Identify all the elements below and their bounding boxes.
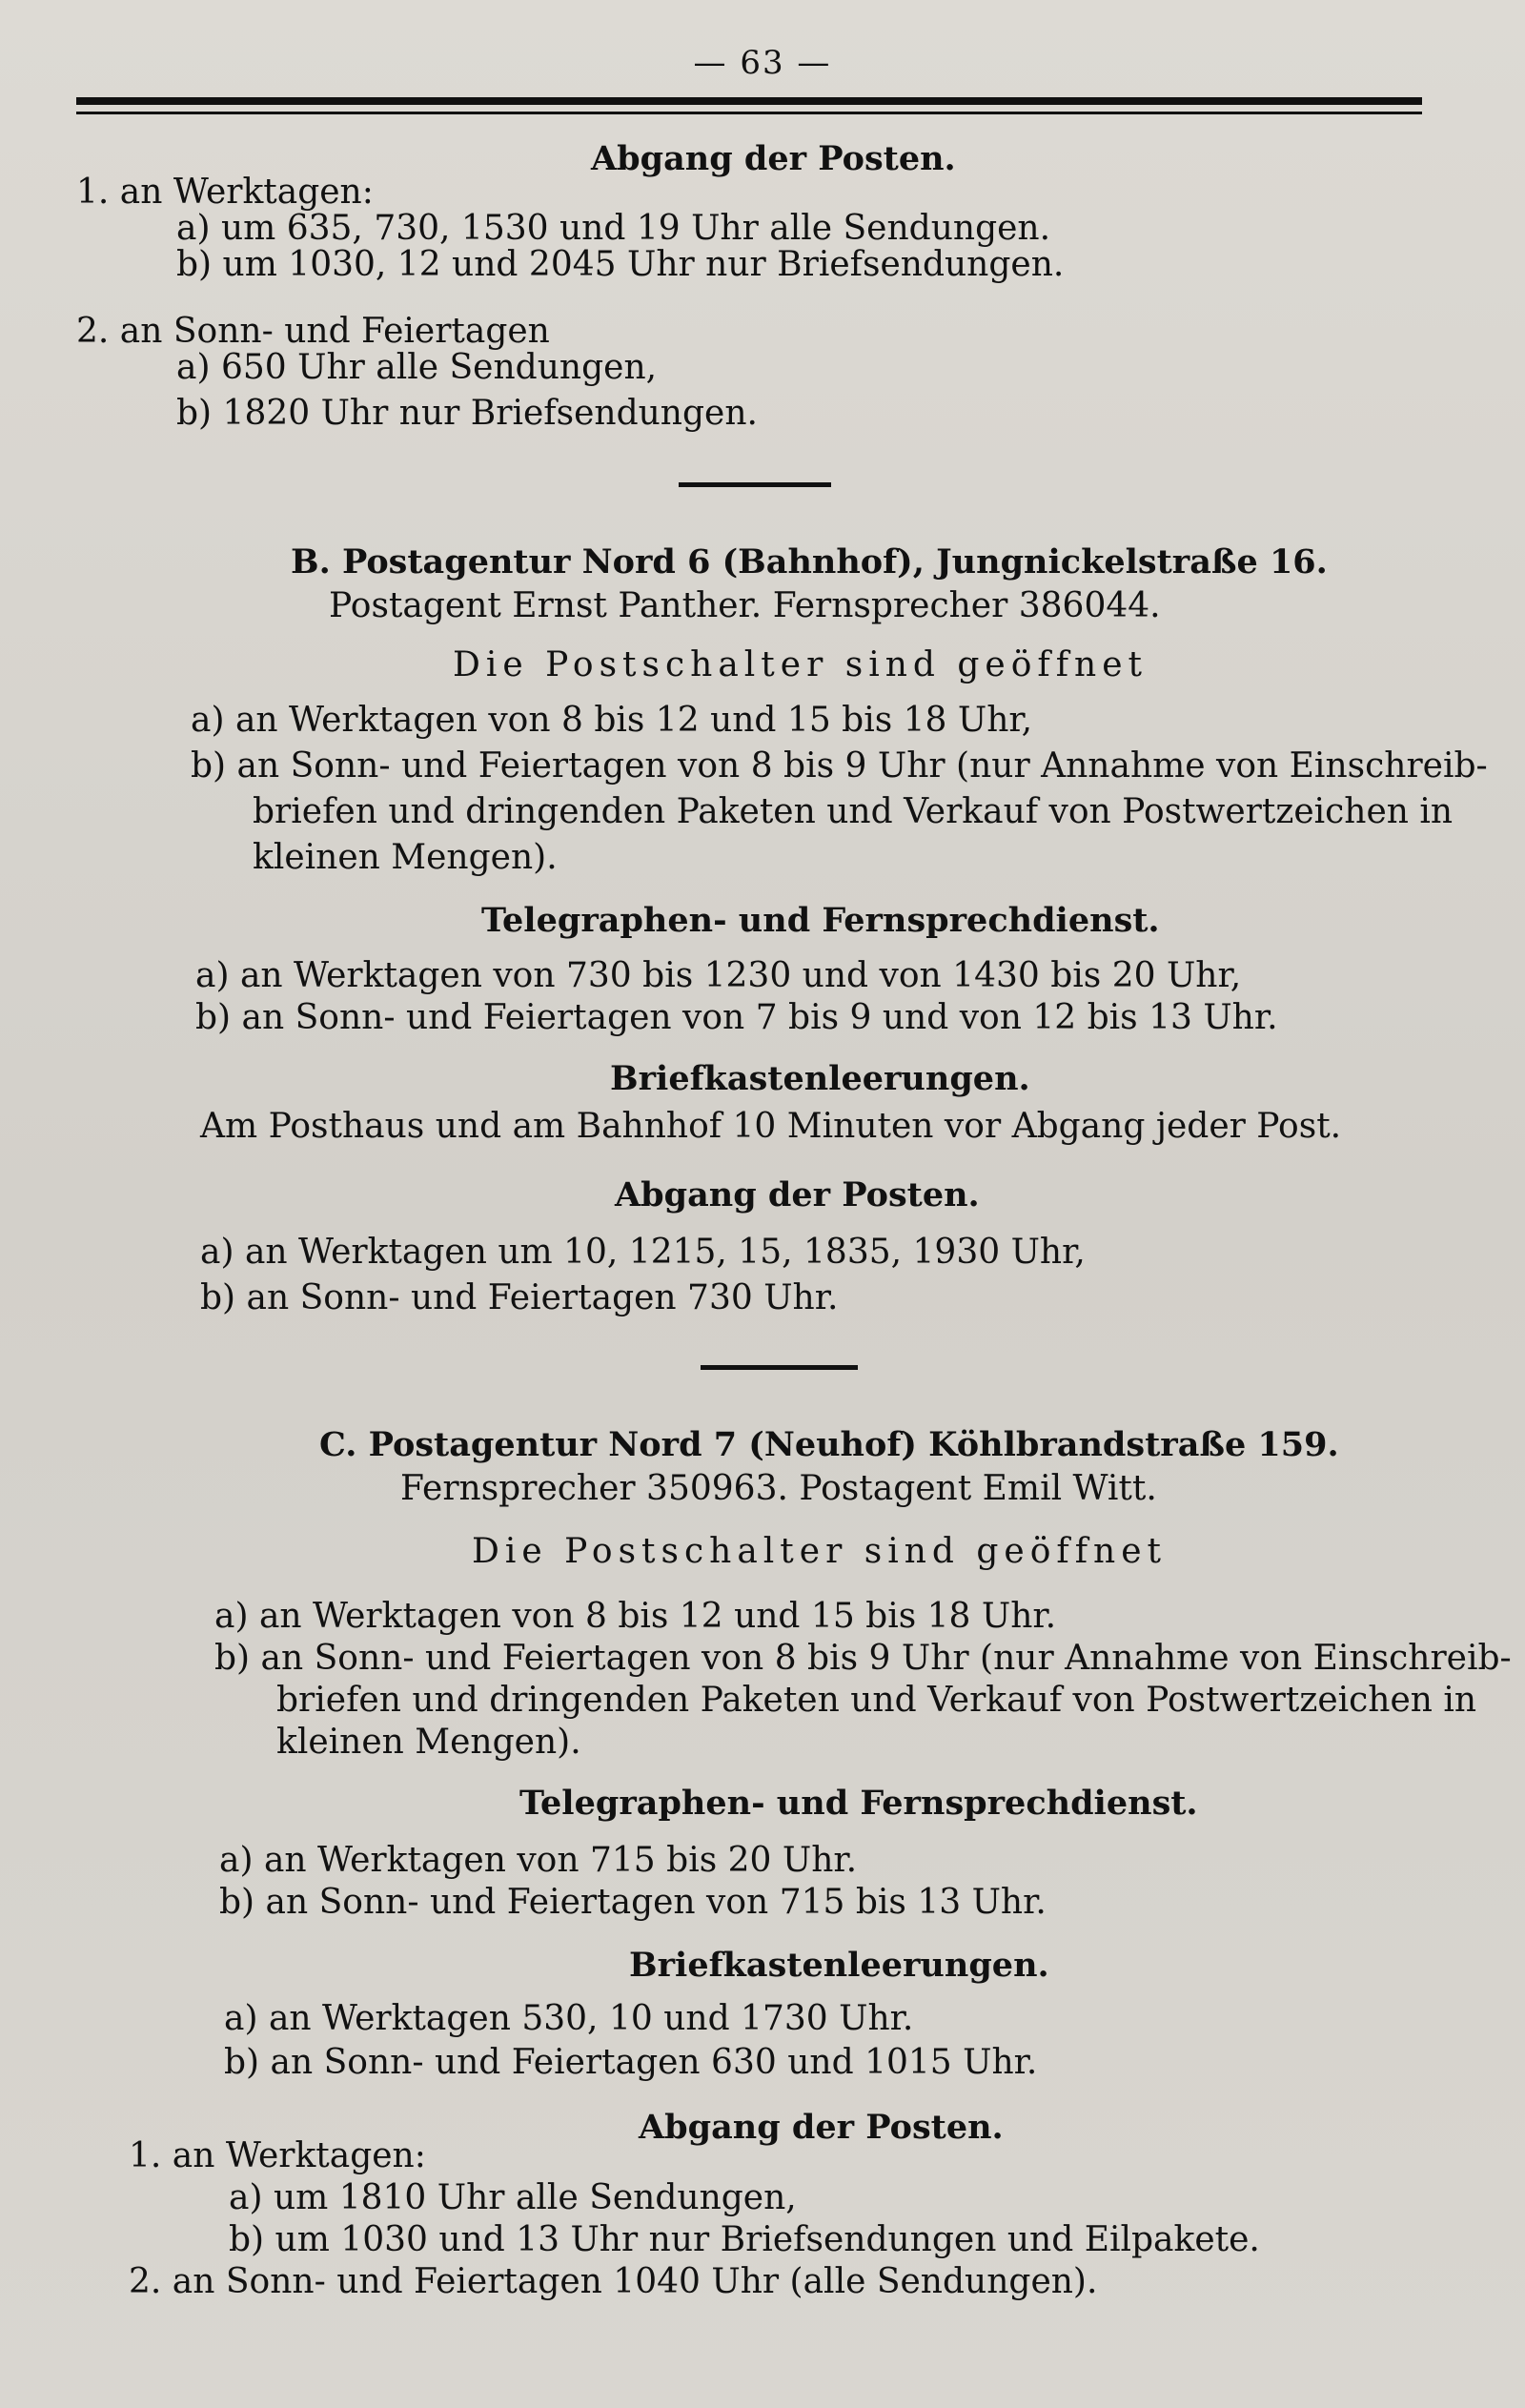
b-telegraph-a: a) an Werktagen von 730 bis 1230 und von 1430 bis 20 Uhr, — [195, 956, 1242, 995]
c-title: C. Postagentur Nord 7 (Neuhof) Köhlbrandstraße 159. — [319, 1425, 1339, 1464]
c-agent: Fernsprecher 350963. Postagent Emil Witt. — [400, 1469, 1157, 1508]
c-abgang-heading: Abgang der Posten. — [639, 2108, 1004, 2147]
header-rule-thick — [76, 97, 1422, 105]
c-schalter-b1: b) an Sonn- und Feiertagen von 8 bis 9 Uhr (nur Annahme von Einschreib- — [214, 1639, 1512, 1678]
c-telegraph-a: a) an Werktagen von 715 bis 20 Uhr. — [219, 1841, 858, 1880]
c-abgang-werktage-a: a) um 1810 Uhr alle Sendungen, — [229, 2178, 797, 2217]
c-telegraph-b: b) an Sonn- und Feiertagen von 715 bis 13 Uhr. — [219, 1883, 1047, 1922]
b-title: B. Postagentur Nord 6 (Bahnhof), Jungnickelstraße 16. — [291, 542, 1328, 582]
section-divider-1 — [679, 482, 831, 487]
c-schalter-a: a) an Werktagen von 8 bis 12 und 15 bis 18 Uhr. — [214, 1597, 1057, 1636]
c-briefkasten-b: b) an Sonn- und Feiertagen 630 und 1015 Uhr. — [224, 2043, 1038, 2082]
c-abgang-sonntage: 2. an Sonn- und Feiertagen 1040 Uhr (alle Sendungen). — [129, 2262, 1098, 2301]
a-werktage-label: 1. an Werktagen: — [76, 173, 374, 212]
a-sonntage-a: a) 650 Uhr alle Sendungen, — [176, 348, 658, 387]
c-telegraph-heading: Telegraphen- und Fernsprechdienst. — [519, 1784, 1198, 1823]
a-sonntage-label: 2. an Sonn- und Feiertagen — [76, 312, 550, 351]
c-schalter-b3: kleinen Mengen). — [276, 1723, 581, 1762]
b-briefkasten-text: Am Posthaus und am Bahnhof 10 Minuten vor Abgang jeder Post. — [200, 1107, 1342, 1146]
b-schalter-b2: briefen und dringenden Paketen und Verkauf von Postwertzeichen in — [253, 792, 1454, 831]
b-telegraph-heading: Telegraphen- und Fernsprechdienst. — [481, 901, 1160, 940]
c-schalter-heading: Die Postschalter sind geöffnet — [472, 1532, 1168, 1571]
b-abgang-a: a) an Werktagen um 10, 1215, 15, 1835, 1930 Uhr, — [200, 1233, 1086, 1272]
c-briefkasten-heading: Briefkastenleerungen. — [629, 1946, 1049, 1985]
header-rule-thin — [76, 112, 1422, 114]
c-abgang-werktage-b: b) um 1030 und 13 Uhr nur Briefsendungen und Eilpakete. — [229, 2220, 1260, 2259]
a-werktage-b: b) um 1030, 12 und 2045 Uhr nur Briefsendungen. — [176, 245, 1065, 284]
c-abgang-werktage: 1. an Werktagen: — [129, 2136, 426, 2175]
b-abgang-heading: Abgang der Posten. — [615, 1175, 980, 1214]
a-sonntage-b: b) 1820 Uhr nur Briefsendungen. — [176, 394, 758, 433]
b-agent: Postagent Ernst Panther. Fernsprecher 386044. — [329, 586, 1161, 625]
b-schalter-heading: Die Postschalter sind geöffnet — [453, 645, 1149, 684]
c-schalter-b2: briefen und dringenden Paketen und Verkauf von Postwertzeichen in — [276, 1681, 1477, 1720]
section-divider-2 — [701, 1365, 858, 1370]
b-telegraph-b: b) an Sonn- und Feiertagen von 7 bis 9 und von 12 bis 13 Uhr. — [195, 998, 1278, 1037]
page-number: — 63 — — [693, 44, 832, 82]
a-werktage-a: a) um 635, 730, 1530 und 19 Uhr alle Sendungen. — [176, 209, 1051, 248]
b-abgang-b: b) an Sonn- und Feiertagen 730 Uhr. — [200, 1278, 839, 1317]
b-schalter-b1: b) an Sonn- und Feiertagen von 8 bis 9 Uhr (nur Annahme von Einschreib- — [191, 746, 1488, 786]
b-briefkasten-heading: Briefkastenleerungen. — [610, 1059, 1030, 1098]
c-briefkasten-a: a) an Werktagen 530, 10 und 1730 Uhr. — [224, 1999, 914, 2038]
b-schalter-a: a) an Werktagen von 8 bis 12 und 15 bis 18 Uhr, — [191, 701, 1033, 740]
b-schalter-b3: kleinen Mengen). — [253, 838, 558, 877]
a-abgang-heading: Abgang der Posten. — [591, 139, 956, 178]
